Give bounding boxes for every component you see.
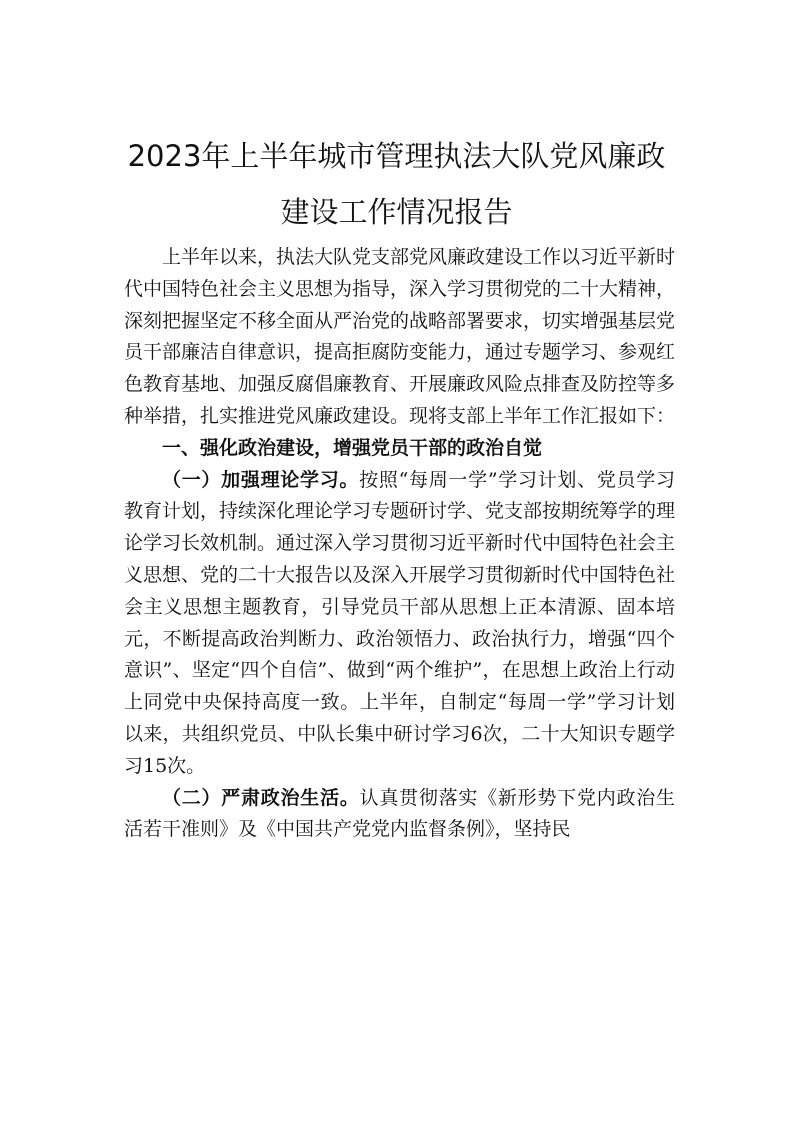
section-1-heading: 一、强化政治建设，增强党员干部的政治自觉 [162, 436, 543, 459]
document-title-line-2: 建设工作情况报告 [280, 195, 513, 229]
item-1-paragraph [124, 465, 675, 783]
intro-paragraph: 上半年以来，执法大队党支部党风廉政建设工作以习近平新时代中国特色社会主义思想为指导，深入学习贯彻党的二十大精神，深刻把握坚定不移全面从严治党的战略部署要求，切实增强基层党员干部廉洁自律意识，提高拒腐防变能力，通过专题学习、参观红色教育基地、加强反腐倡廉教育、开展廉政风险点排查及防控等多种举措，扎实推进党风廉政建设。现将支部上半年工作汇报如下： [124, 246, 676, 427]
item-1-text: 按照“每周一学”学习计划、党员学习教育计划，持续深化理论学习专题研讨学、党支部按期统筹学的理论学习长效机制。通过深入学习贯彻习近平新时代中国特色社会主义思想、党的二十大报告以及深入开展学习贯彻新时代中国特色社会主义思想主题教育，引导党员干部从思想上正本清源、固本培元，不断提高政治判断力、政治领悟力、政治执行力，增强“四个意识”、坚定“四个自信”、做到“两个维护”，在思想上政治上行动上同党中央保持高度一致。上半年，自制定“每周一学”学习计划以来，共组织党员、中队长集中研讨学习6次，二十大知识专题学习15次。 [124, 468, 676, 777]
item-2-text: 认真贯彻落实《新形势下党内政治生活若干准则》及《中国共产党党内监督条例》，坚持民 [124, 786, 675, 841]
document-body [124, 242, 675, 846]
item-2-label: （二）严肃政治生活。 [162, 786, 360, 809]
item-2-paragraph [124, 783, 675, 847]
document-title-line-1: 2023年上半年城市管理执法大队党风廉政 [127, 139, 666, 173]
item-1-label: （一）加强理论学习。 [162, 468, 360, 491]
